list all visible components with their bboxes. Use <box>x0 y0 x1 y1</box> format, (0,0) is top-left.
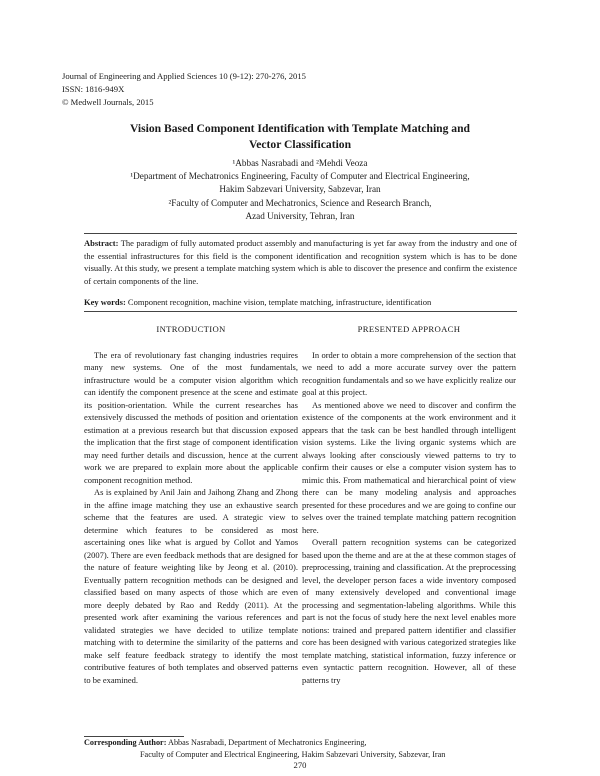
approach-paragraph-3: Overall pattern recognition systems can be categorized based upon the theme and are at the at these common stages of preprocessing, training and classification. At the preprocessing level, the developer person faces a wide inventory composed of many extensively developed and conventional image processing and segmentation-labeling algorithms. While this part is not the focus of study here the next level enables more notions: trained and prepared pattern identifier and classifier core has been designed with various categorized strategies like template matching, statistical information, fuzzy inference or even syntactic pattern recognition. However, all of these patterns try <box>302 537 516 685</box>
affiliation-2-line-1: ²Faculty of Computer and Mechatronics, Science and Research Branch, <box>168 197 432 208</box>
abstract-top-rule <box>84 233 517 234</box>
intro-paragraph-1: The era of revolutionary fast changing industries requires many new systems. One of the most fundamentals, infrastructure would be a computer vision algorithm which can identify the component presence at the scene and estimate its position-orientation. While the current researches has extensively discussed the methods of position and orientation estimation at a previous research but that discussion exposed the implication that the first stage of component identification may need further details and discussion, hence at the current work we are prepared to explain more about the applicable component recognition method. <box>84 349 298 485</box>
journal-issn: ISSN: 1816-949X <box>62 84 125 94</box>
corresponding-author-line-2: Faculty of Computer and Electrical Engineering, Hakim Sabzevari University, Sabzevar, Iran <box>140 750 446 759</box>
corresponding-author-label: Corresponding Author: <box>84 738 167 747</box>
journal-citation: Journal of Engineering and Applied Sciences 10 (9-12): 270-276, 2015 <box>62 71 306 81</box>
page-number: 270 <box>293 760 307 770</box>
affiliation-2-line-2: Azad University, Tehran, Iran <box>245 210 355 221</box>
corresponding-author-line-1: Abbas Nasrabadi, Department of Mechatronics Engineering, <box>168 738 367 747</box>
keywords <box>84 296 517 309</box>
affiliation-1-line-1: ¹Department of Mechatronics Engineering, Faculty of Computer and Electrical Engineering, <box>130 171 470 182</box>
title-line-1: Vision Based Component Identification with Template Matching and <box>129 122 471 135</box>
right-column <box>302 323 516 686</box>
approach-heading: PRESENTED APPROACH <box>357 324 461 334</box>
title-line-2: Vector Classification <box>248 138 352 151</box>
intro-paragraph-2: As is explained by Anil Jain and Jaihong Zhang and Zhong in the affine image matching they use an exhaustive search scheme that the features are used. A strategic view to determine which features to be considered as most ascertaining ones like what is argued by Collot and Yamos (2007). There are even feedback methods that are designed for the nature of feature weighting like by Jeong et al. (2010). Eventually pattern recognition methods can be designed and classified based on many aspects of those which are even more deeply debated by Rao and Reddy (2011). At the presented work after examining the various references and validated strategies we have decided to utilize template matching with to determine the similarity of the patterns and make self feature feedback strategy to identify the most contributive features of both templates and observed patterns to be examined. <box>84 487 298 685</box>
journal-header <box>62 70 306 109</box>
abstract <box>84 237 517 287</box>
paper-title <box>90 121 510 153</box>
keywords-bottom-rule <box>84 311 517 312</box>
journal-copyright: © Medwell Journals, 2015 <box>62 97 154 107</box>
abstract-label: Abstract: <box>84 238 119 248</box>
approach-paragraph-2: As mentioned above we need to discover and confirm the existence of the components at the work environment and it appears that the task can be best handled through intelligent vision systems. Like the living organic systems which are always looking after consciously viewed patterns to try to confirm their causes or else a computer vision system has to mimic this. From mathematical and hierarchical point of view there can be many modeling analysis and approaches presented for these procedures and we are going to confine our selves over the trained template matching pattern recognition here. <box>302 399 516 535</box>
introduction-heading: INTRODUCTION <box>156 324 226 334</box>
approach-paragraph-1: In order to obtain a more comprehension of the section that we need to add a more accurate survey over the pattern recognition fundamentals and so we have explicitly realize our goal at this project. <box>302 349 516 397</box>
left-column <box>84 323 298 686</box>
keywords-label: Key words: <box>84 297 126 307</box>
author-names: ¹Abbas Nasrabadi and ²Mehdi Veoza <box>232 158 368 168</box>
affiliation-1-line-2: Hakim Sabzevari University, Sabzevar, Iran <box>219 184 381 195</box>
author-block <box>90 157 510 223</box>
corresponding-author <box>84 737 530 761</box>
abstract-text: The paradigm of fully automated product assembly and manufacturing is yet far away from the industry and one of the essential infrastructures for this field is the component identification and recognition system which is has to be done visually. At this study, we present a template matching system which is able to discover the presence and confirm the existence of certain components of the line. <box>84 238 517 286</box>
keywords-text: Component recognition, machine vision, template matching, infrastructure, identification <box>127 297 432 307</box>
